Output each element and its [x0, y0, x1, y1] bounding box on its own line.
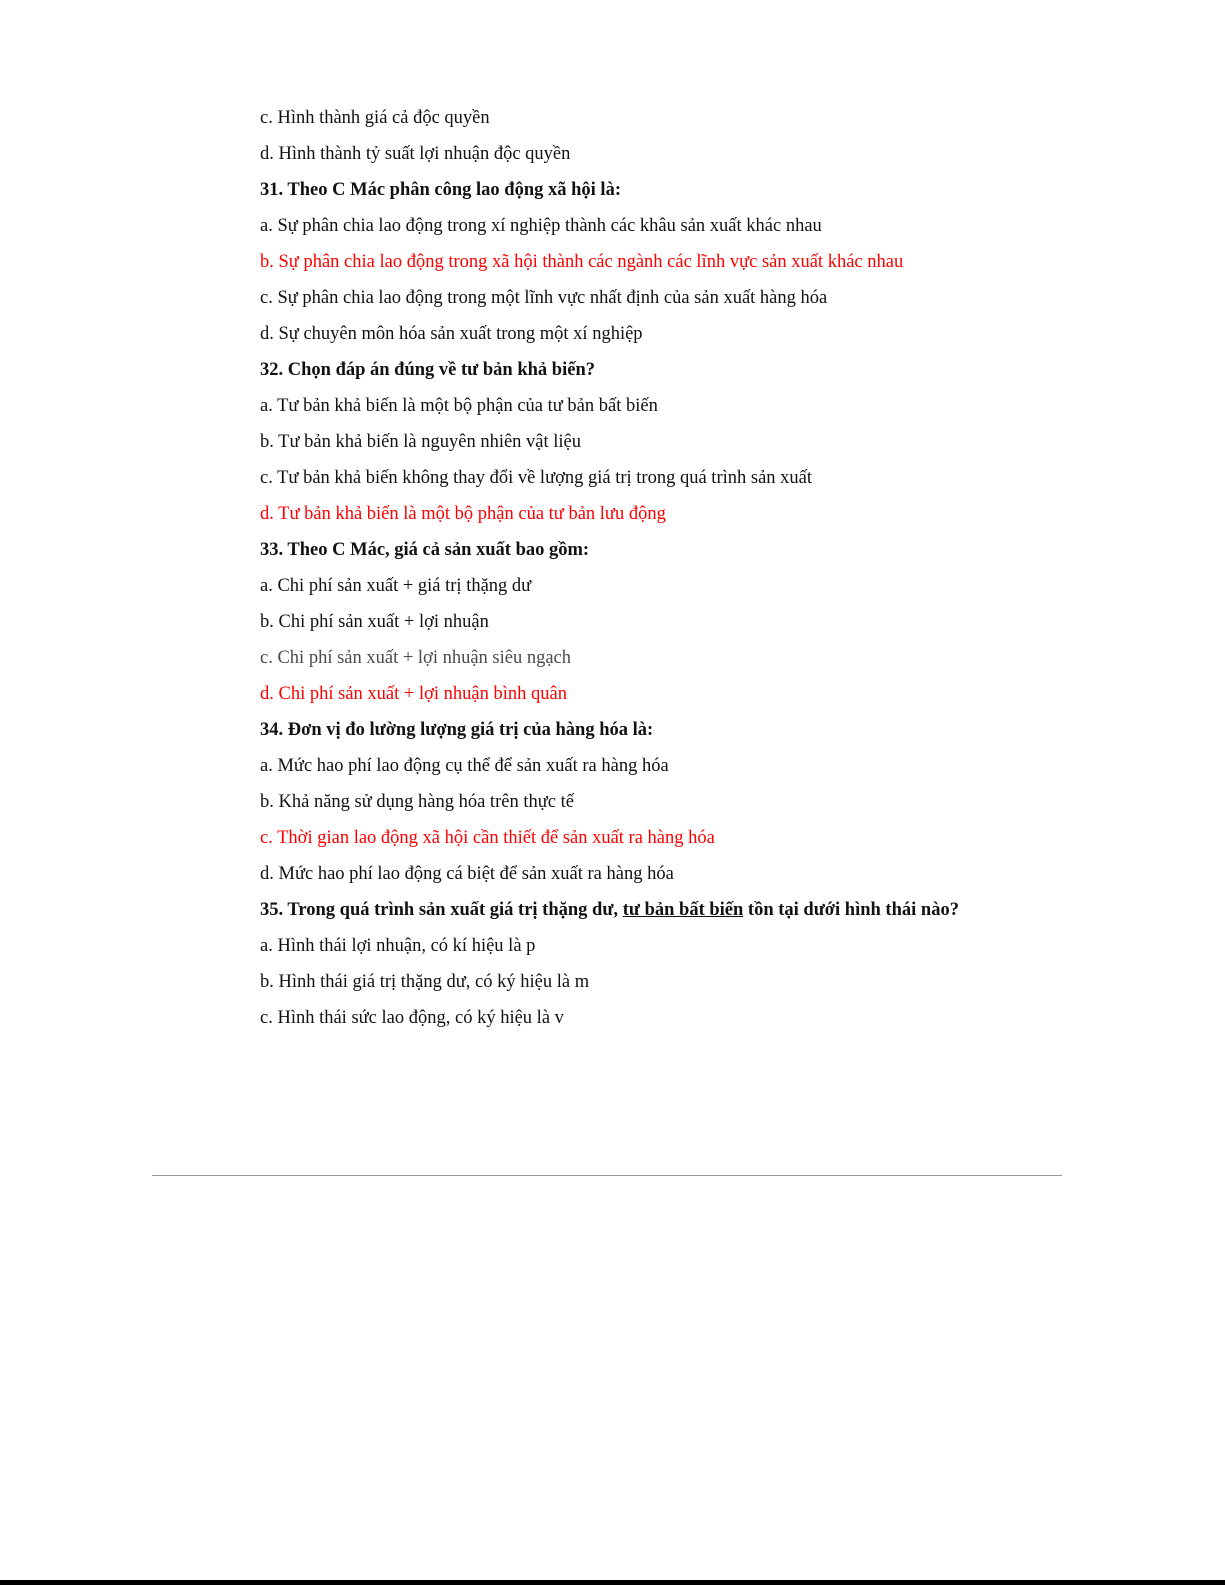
option-a-q35: a. Hình thái lợi nhuận, có kí hiệu là p — [260, 936, 536, 956]
option-d-q34: d. Mức hao phí lao động cá biệt để sản xuất ra hàng hóa — [260, 864, 674, 884]
document-body — [260, 106, 960, 1042]
option-c-q30: c. Hình thành giá cả độc quyền — [260, 108, 490, 128]
option-c-q35: c. Hình thái sức lao động, có ký hiệu là v — [260, 1008, 564, 1028]
question-35-text-end: tồn tại dưới hình thái nào? — [743, 900, 959, 920]
option-c-q31: c. Sự phân chia lao động trong một lĩnh vực nhất định của sản xuất hàng hóa — [260, 288, 828, 308]
option-d-q30: d. Hình thành tỷ suất lợi nhuận độc quyền — [260, 144, 571, 164]
question-32: 32. Chọn đáp án đúng về tư bản khả biến? — [260, 360, 595, 380]
option-a-q33: a. Chi phí sản xuất + giá trị thặng dư — [260, 576, 532, 596]
option-c-q33: c. Chi phí sản xuất + lợi nhuận siêu ngạch — [260, 648, 572, 668]
question-35-text: 35. Trong quá trình sản xuất giá trị thặng dư, — [260, 900, 623, 920]
option-d-q31: d. Sự chuyên môn hóa sản xuất trong một xí nghiệp — [260, 324, 643, 344]
option-a-q32: a. Tư bản khả biến là một bộ phận của tư bản bất biến — [260, 396, 658, 416]
option-b-q34: b. Khả năng sử dụng hàng hóa trên thực tế — [260, 792, 574, 812]
question-35-underlined-term: tư bản bất biến — [622, 900, 744, 920]
option-d-q32-answer: d. Tư bản khả biến là một bộ phận của tư bản lưu động — [260, 504, 666, 524]
bottom-edge-bar — [0, 1580, 1225, 1585]
question-31: 31. Theo C Mác phân công lao động xã hội là: — [260, 180, 621, 200]
question-33: 33. Theo C Mác, giá cả sản xuất bao gồm: — [260, 540, 590, 560]
option-d-q33-answer: d. Chi phí sản xuất + lợi nhuận bình quân — [260, 684, 567, 704]
option-b-q33: b. Chi phí sản xuất + lợi nhuận — [260, 612, 489, 632]
option-c-q32: c. Tư bản khả biến không thay đổi về lượng giá trị trong quá trình sản xuất — [260, 468, 813, 488]
option-b-q35: b. Hình thái giá trị thặng dư, có ký hiệu là m — [260, 972, 590, 992]
option-b-q32: b. Tư bản khả biến là nguyên nhiên vật liệu — [260, 432, 582, 452]
page-divider — [152, 1175, 1062, 1176]
question-35 — [260, 898, 960, 922]
option-c-q34-answer: c. Thời gian lao động xã hội cần thiết để sản xuất ra hàng hóa — [260, 828, 715, 848]
question-34: 34. Đơn vị đo lường lượng giá trị của hàng hóa là: — [260, 720, 654, 740]
option-a-q34: a. Mức hao phí lao động cụ thể để sản xuất ra hàng hóa — [260, 756, 669, 776]
option-a-q31: a. Sự phân chia lao động trong xí nghiệp thành các khâu sản xuất khác nhau — [260, 216, 822, 236]
option-b-q31-answer: b. Sự phân chia lao động trong xã hội thành các ngành các lĩnh vực sản xuất khác nhau — [260, 252, 904, 272]
